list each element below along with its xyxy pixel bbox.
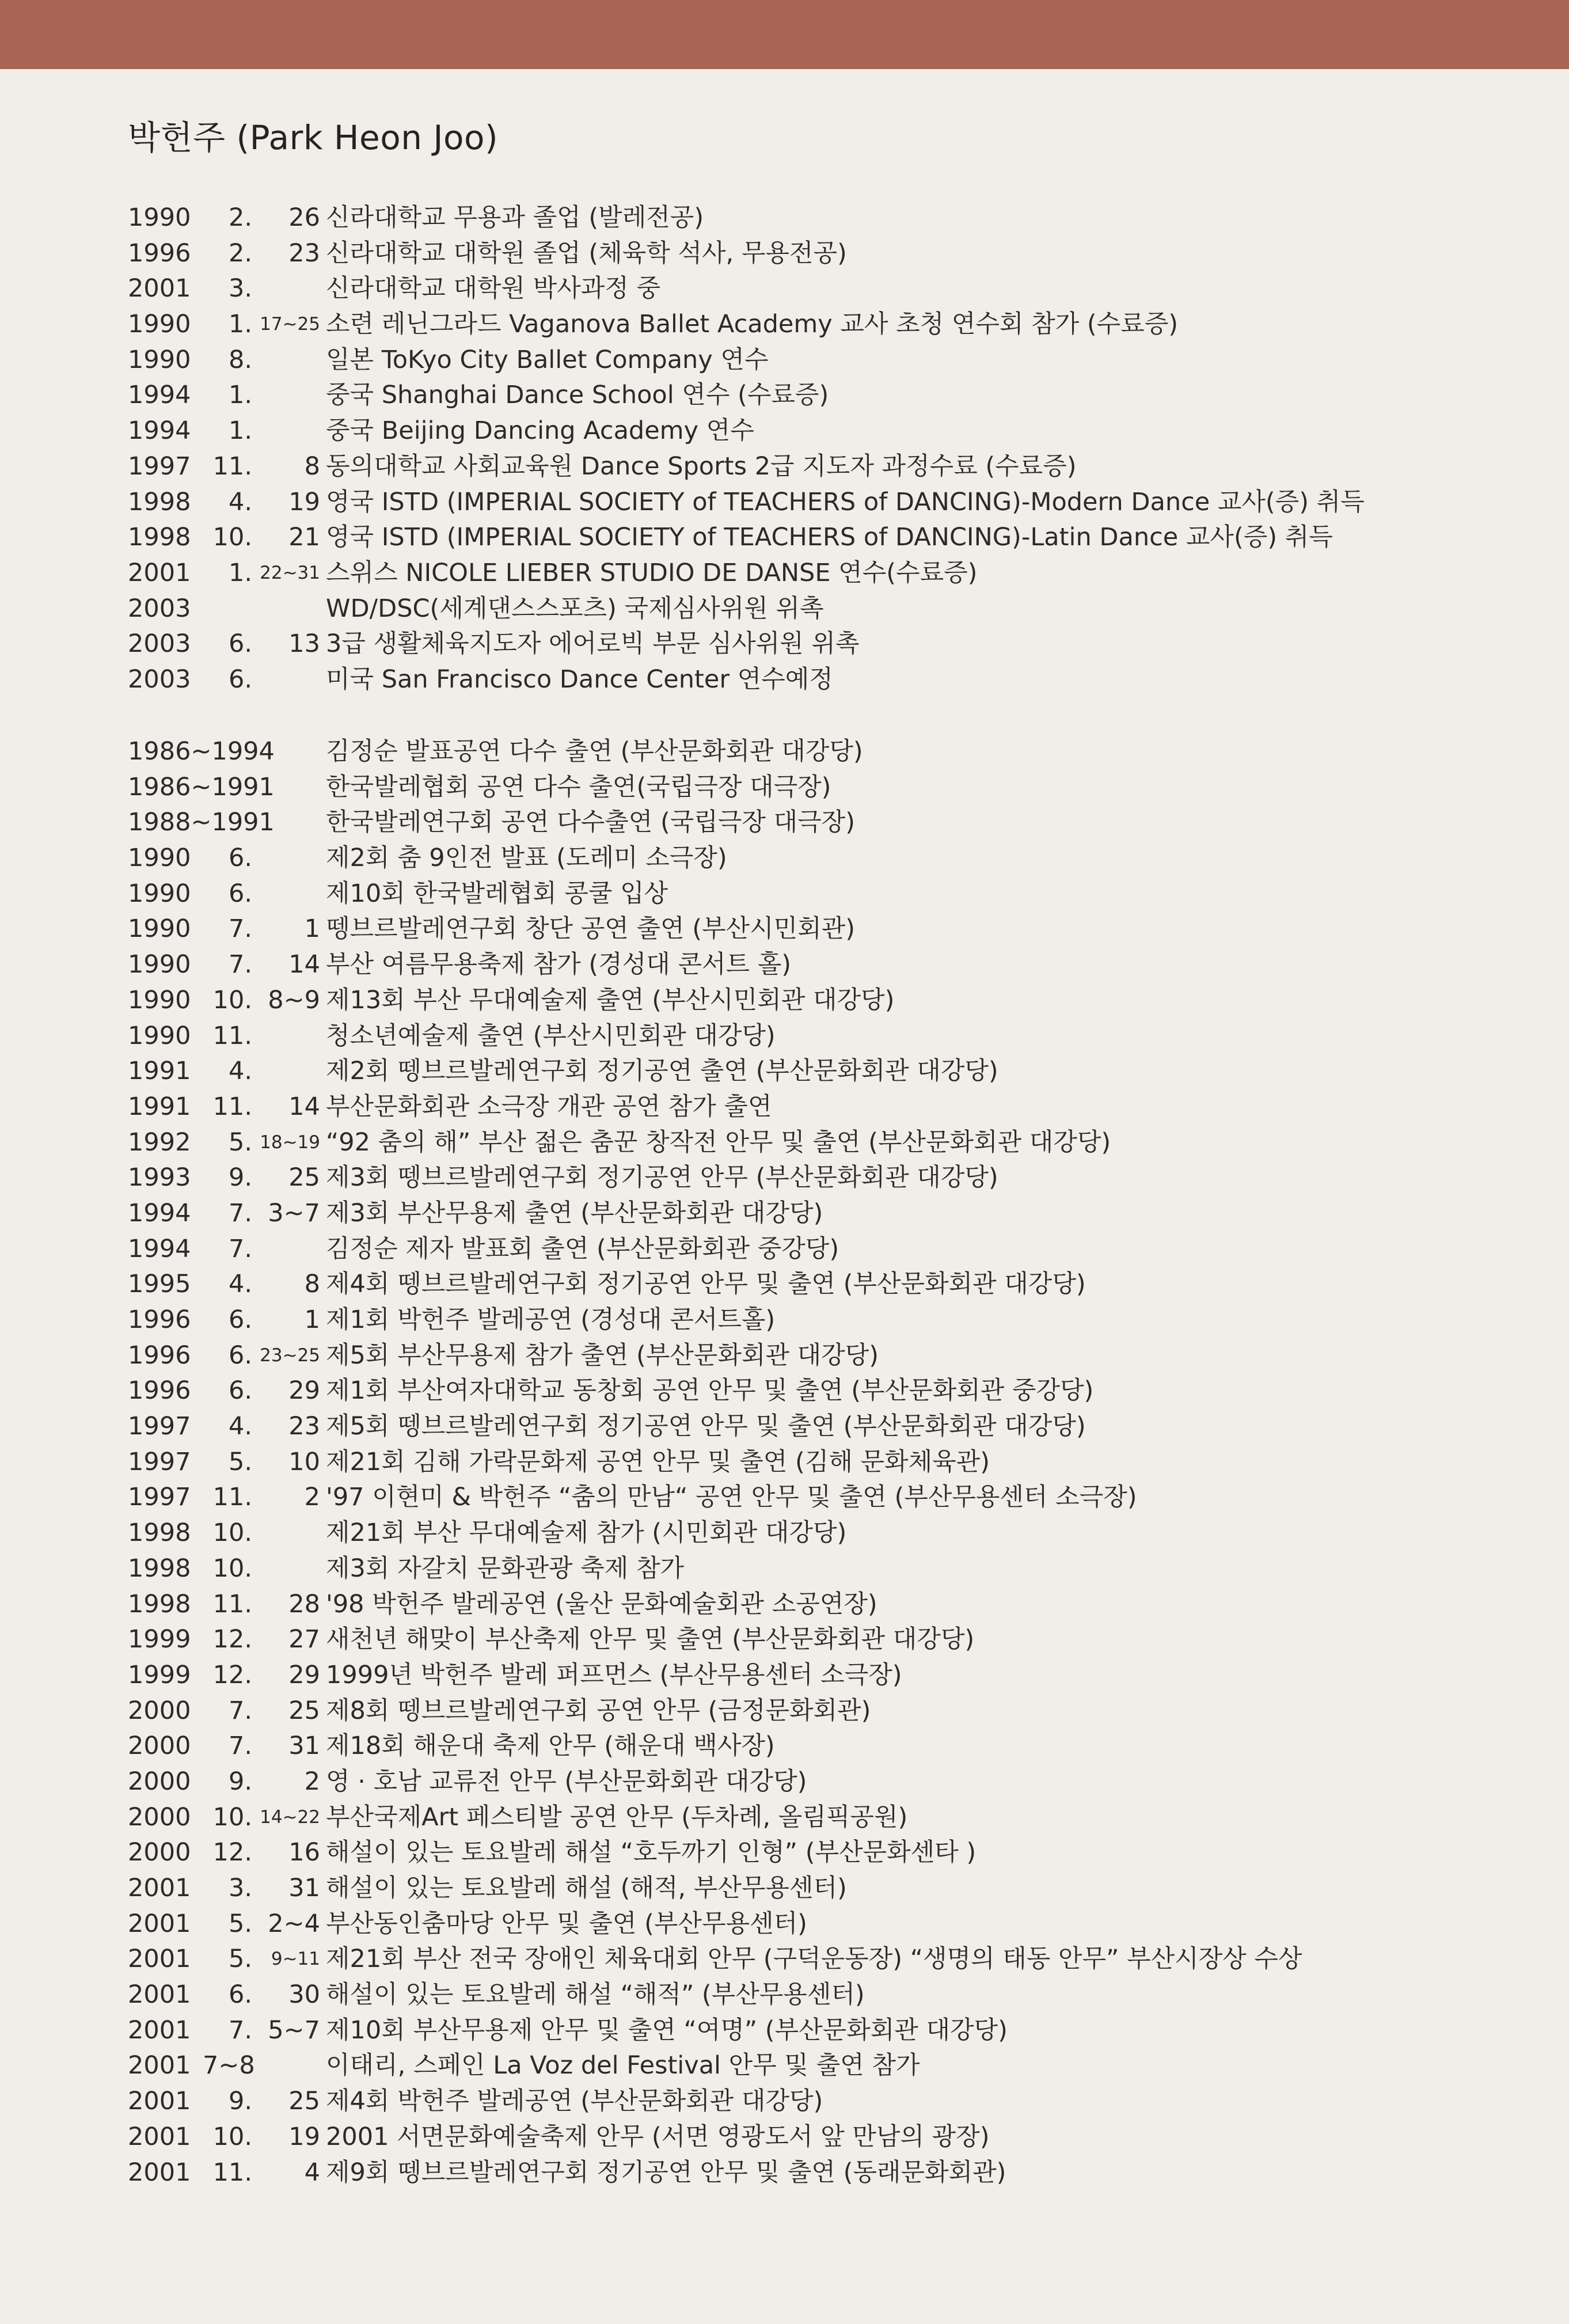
entry-year: 2001 <box>128 274 191 303</box>
entry-year: 1993 <box>128 1163 191 1193</box>
entry-text: 소련 레닌그라드 Vaganova Ballet Academy 교사 초청 연수회 참가 (수료증) <box>326 310 1179 339</box>
entry-text: 새천년 해맞이 부산축제 안무 및 출연 (부산문화회관 대강당) <box>326 1625 975 1654</box>
list-item <box>128 1658 1533 1693</box>
entry-day: 2 <box>304 1483 320 1512</box>
list-item <box>128 876 1533 912</box>
entry-month: 7. <box>228 1198 252 1228</box>
entry-text: 신라대학교 대학원 졸업 (체육학 석사, 무용전공) <box>326 238 847 268</box>
entry-day: 19 <box>288 487 320 517</box>
list-item <box>128 1800 1533 1836</box>
entry-year: 1997 <box>128 1483 191 1512</box>
entry-day: 27 <box>288 1625 320 1654</box>
list-item <box>128 1480 1533 1516</box>
entry-day: 25 <box>288 1696 320 1725</box>
entry-text: 김정순 발표공연 다수 출연 (부산문화회관 대강당) <box>326 737 863 766</box>
list-item <box>128 1835 1533 1871</box>
entry-month: 3. <box>228 1874 252 1903</box>
entry-month: 1. <box>228 310 252 339</box>
list-item <box>128 626 1533 662</box>
entry-month: 10. <box>212 523 252 552</box>
list-item <box>128 1551 1533 1587</box>
entry-day: 9~11 <box>271 1949 320 1970</box>
entry-year: 1997 <box>128 1412 191 1441</box>
entry-text: '97 이현미 & 박헌주 “춤의 만남“ 공연 안무 및 출연 (부산무용센터 소극장) <box>326 1483 1137 1512</box>
entry-day: 8 <box>304 451 320 481</box>
entry-month: 11. <box>212 1021 252 1050</box>
entry-year: 2003 <box>128 629 191 659</box>
entry-year: 2001 <box>128 558 191 587</box>
list-item <box>128 1409 1533 1445</box>
entry-text: 신라대학교 대학원 박사과정 중 <box>326 274 660 303</box>
education-list <box>128 200 1533 698</box>
list-item <box>128 1196 1533 1232</box>
list-item <box>128 271 1533 307</box>
entry-year: 1995 <box>128 1270 191 1299</box>
entry-text: 김정순 제자 발표회 출연 (부산문화회관 중강당) <box>326 1234 839 1263</box>
entry-text: 제21회 김해 가락문화제 공연 안무 및 출연 (김해 문화체육관) <box>326 1447 990 1476</box>
entry-year: 1990 <box>128 345 191 374</box>
entry-year: 1998 <box>128 523 191 552</box>
entry-year: 2000 <box>128 1696 191 1725</box>
entry-month: 7. <box>228 1731 252 1761</box>
entry-text: 이태리, 스페인 La Voz del Festival 안무 및 출연 참가 <box>326 2051 920 2080</box>
entry-text: 한국발레연구회 공연 다수출연 (국립극장 대극장) <box>326 808 855 837</box>
list-item <box>128 770 1533 806</box>
list-item <box>128 1729 1533 1764</box>
list-item <box>128 1871 1533 1907</box>
entry-text: 뗑브르발레연구회 창단 공연 출연 (부산시민회관) <box>326 914 855 944</box>
entry-day: 31 <box>288 1731 320 1761</box>
entry-day: 13 <box>288 629 320 659</box>
page-title: 박헌주 (Park Heon Joo) <box>128 118 499 157</box>
entry-text: 영 · 호남 교류전 안무 (부산문화회관 대강당) <box>326 1767 807 1796</box>
entry-day: 14 <box>288 1092 320 1121</box>
list-item <box>128 1302 1533 1338</box>
entry-month: 7. <box>228 950 252 979</box>
entry-year: 2001 <box>128 2087 191 2116</box>
entry-year: 2000 <box>128 1838 191 1867</box>
list-item <box>128 520 1533 556</box>
entry-month: 5. <box>228 1127 252 1157</box>
entry-year: 2001 <box>128 2158 191 2187</box>
list-item <box>128 343 1533 378</box>
entry-text: 1999년 박헌주 발레 퍼프먼스 (부산무용센터 소극장) <box>326 1660 902 1689</box>
list-item <box>128 841 1533 876</box>
entry-year: 1991 <box>128 1057 191 1086</box>
list-item <box>128 662 1533 698</box>
entry-year: 1998 <box>128 1589 191 1619</box>
entry-year: 1986~1991 <box>128 772 275 802</box>
list-item <box>128 1622 1533 1658</box>
entry-day: 23~25 <box>260 1345 320 1366</box>
entry-year: 2000 <box>128 1767 191 1796</box>
entry-text: 제8회 뗑브르발레연구회 공연 안무 (금정문화회관) <box>326 1696 871 1725</box>
entry-month: 11. <box>212 451 252 481</box>
entry-month: 5. <box>228 1945 252 1974</box>
entry-month: 3. <box>228 274 252 303</box>
entry-month: 10. <box>212 1518 252 1548</box>
list-item <box>128 1373 1533 1409</box>
entry-year: 2001 <box>128 1874 191 1903</box>
entry-year: 1994 <box>128 1198 191 1228</box>
entry-year: 2001 <box>128 1909 191 1938</box>
entry-day: 23 <box>288 1412 320 1441</box>
entry-month: 12. <box>212 1660 252 1689</box>
entry-text: 신라대학교 무용과 졸업 (발레전공) <box>326 203 704 232</box>
list-item <box>128 1907 1533 1942</box>
entry-text: 제3회 부산무용제 출연 (부산문화회관 대강당) <box>326 1198 823 1228</box>
entry-year: 1990 <box>128 879 191 908</box>
entry-text: 스위스 NICOLE LIEBER STUDIO DE DANSE 연수(수료증) <box>326 558 978 587</box>
entry-month: 7. <box>228 914 252 944</box>
entry-day: 26 <box>288 203 320 232</box>
entry-month: 10. <box>212 985 252 1015</box>
entry-day: 16 <box>288 1838 320 1867</box>
entry-month: 8. <box>228 345 252 374</box>
entry-day: 3~7 <box>268 1198 320 1228</box>
entry-month: 7. <box>228 1234 252 1263</box>
entry-text: '98 박헌주 발레공연 (울산 문화예술회관 소공연장) <box>326 1589 877 1619</box>
entry-month: 6. <box>228 664 252 694</box>
entry-text: 제13회 부산 무대예술제 출연 (부산시민회관 대강당) <box>326 985 895 1015</box>
entry-year: 1994 <box>128 1234 191 1263</box>
entry-month: 6. <box>228 1376 252 1406</box>
entry-month: 6. <box>228 844 252 873</box>
entry-text: “92 춤의 해” 부산 젊은 춤꾼 창작전 안무 및 출연 (부산문화회관 대강당) <box>326 1127 1111 1157</box>
entry-month: 6. <box>228 1341 252 1370</box>
entry-year: 2001 <box>128 2122 191 2151</box>
entry-text: 제3회 자갈치 문화관광 축제 참가 <box>326 1554 685 1583</box>
entry-year: 1992 <box>128 1127 191 1157</box>
list-item <box>128 734 1533 770</box>
entry-month: 6. <box>228 629 252 659</box>
entry-month: 7~8 <box>203 2051 255 2080</box>
entry-year: 1990 <box>128 985 191 1015</box>
entry-year: 2001 <box>128 2015 191 2045</box>
entry-year: 1999 <box>128 1660 191 1689</box>
list-item <box>128 556 1533 591</box>
entry-month: 4. <box>228 1057 252 1086</box>
list-item <box>128 805 1533 841</box>
entry-month: 10. <box>212 1554 252 1583</box>
list-item <box>128 1089 1533 1125</box>
entry-year: 1997 <box>128 451 191 481</box>
entry-day: 18~19 <box>260 1131 320 1153</box>
entry-year: 2003 <box>128 594 191 623</box>
entry-year: 1990 <box>128 914 191 944</box>
list-item <box>128 947 1533 983</box>
entry-day: 25 <box>288 2087 320 2116</box>
list-item <box>128 1019 1533 1054</box>
entry-year: 2001 <box>128 1980 191 2010</box>
list-item <box>128 1516 1533 1551</box>
list-item <box>128 200 1533 236</box>
entry-text: 제2회 뗑브르발레연구회 정기공연 출연 (부산문화회관 대강당) <box>326 1057 998 1086</box>
entry-year: 1990 <box>128 844 191 873</box>
entry-month: 7. <box>228 1696 252 1725</box>
list-item <box>128 983 1533 1019</box>
list-item <box>128 1445 1533 1480</box>
entry-day: 31 <box>288 1874 320 1903</box>
entry-text: 미국 San Francisco Dance Center 연수예정 <box>326 664 833 694</box>
entry-month: 5. <box>228 1909 252 1938</box>
list-item <box>128 2120 1533 2155</box>
entry-text: WD/DSC(세계댄스스포츠) 국제심사위원 위촉 <box>326 594 824 623</box>
entry-month: 2. <box>228 203 252 232</box>
list-item <box>128 378 1533 413</box>
entry-text: 제21회 부산 무대예술제 참가 (시민회관 대강당) <box>326 1518 847 1548</box>
entry-month: 9. <box>228 1163 252 1193</box>
entry-text: 제5회 부산무용제 참가 출연 (부산문화회관 대강당) <box>326 1341 879 1370</box>
entry-text: 제21회 부산 전국 장애인 체육대회 안무 (구덕운동장) “생명의 태동 안무” 부산시장상 수상 <box>326 1945 1302 1974</box>
list-item <box>128 2048 1533 2084</box>
entry-month: 4. <box>228 1270 252 1299</box>
entry-month: 6. <box>228 1980 252 2010</box>
entry-day: 30 <box>288 1980 320 2010</box>
entry-month: 6. <box>228 879 252 908</box>
entry-day: 28 <box>288 1589 320 1619</box>
entry-month: 11. <box>212 1589 252 1619</box>
entry-month: 9. <box>228 2087 252 2116</box>
entry-text: 해설이 있는 토요발레 해설 “호두까기 인형” (부산문화센타 ) <box>326 1838 977 1867</box>
entry-month: 2. <box>228 238 252 268</box>
entry-year: 1996 <box>128 1305 191 1334</box>
entry-text: 제1회 박헌주 발레공연 (경성대 콘서트홀) <box>326 1305 776 1334</box>
entry-month: 1. <box>228 416 252 446</box>
entry-text: 제4회 박헌주 발레공연 (부산문화회관 대강당) <box>326 2087 823 2116</box>
entry-year: 1991 <box>128 1092 191 1121</box>
list-item <box>128 1764 1533 1800</box>
list-item <box>128 2155 1533 2191</box>
entry-day: 8~9 <box>268 985 320 1015</box>
list-item <box>128 236 1533 272</box>
entry-day: 29 <box>288 1376 320 1406</box>
entry-month: 12. <box>212 1838 252 1867</box>
entry-year: 1986~1994 <box>128 737 275 766</box>
list-item <box>128 1232 1533 1267</box>
entry-text: 영국 ISTD (IMPERIAL SOCIETY of TEACHERS of DANCING)-Modern Dance 교사(증) 취득 <box>326 487 1365 517</box>
entry-month: 4. <box>228 487 252 517</box>
entry-year: 2000 <box>128 1731 191 1761</box>
list-item <box>128 1267 1533 1302</box>
entry-day: 4 <box>304 2158 320 2187</box>
entry-day: 29 <box>288 1660 320 1689</box>
entry-month: 1. <box>228 558 252 587</box>
entry-year: 1990 <box>128 1021 191 1050</box>
entry-text: 제9회 뗑브르발레연구회 정기공연 안무 및 출연 (동래문화회관) <box>326 2158 1006 2187</box>
entry-text: 중국 Shanghai Dance School 연수 (수료증) <box>326 381 829 410</box>
entry-text: 부산문화회관 소극장 개관 공연 참가 출연 <box>326 1092 772 1121</box>
entry-day: 19 <box>288 2122 320 2151</box>
entry-month: 4. <box>228 1412 252 1441</box>
entry-text: 해설이 있는 토요발레 해설 “해적” (부산무용센터) <box>326 1980 865 2010</box>
list-item <box>128 591 1533 627</box>
entry-day: 22~31 <box>260 562 320 583</box>
list-item <box>128 1054 1533 1089</box>
entry-text: 2001 서면문화예술축제 안무 (서면 영광도서 앞 만남의 광장) <box>326 2122 990 2151</box>
entry-year: 1990 <box>128 950 191 979</box>
entry-day: 1 <box>304 914 320 944</box>
entry-day: 2~4 <box>268 1909 320 1938</box>
entry-day: 25 <box>288 1163 320 1193</box>
list-item <box>128 1942 1533 1977</box>
entry-day: 2 <box>304 1767 320 1796</box>
entry-month: 6. <box>228 1305 252 1334</box>
entry-year: 1998 <box>128 487 191 517</box>
entry-day: 14~22 <box>260 1806 320 1828</box>
entry-text: 제5회 뗑브르발레연구회 정기공연 안무 및 출연 (부산문화회관 대강당) <box>326 1412 1086 1441</box>
entry-month: 11. <box>212 1092 252 1121</box>
entry-month: 11. <box>212 1483 252 1512</box>
entry-year: 1997 <box>128 1447 191 1476</box>
entry-text: 제2회 춤 9인전 발표 (도레미 소극장) <box>326 844 727 873</box>
entry-month: 1. <box>228 381 252 410</box>
list-item <box>128 1125 1533 1161</box>
entry-year: 1988~1991 <box>128 808 275 837</box>
entry-year: 1996 <box>128 1341 191 1370</box>
list-item <box>128 912 1533 947</box>
entry-text: 제10회 부산무용제 안무 및 출연 “여명” (부산문화회관 대강당) <box>326 2015 1008 2045</box>
entry-text: 제4회 뗑브르발레연구회 정기공연 안무 및 출연 (부산문화회관 대강당) <box>326 1270 1086 1299</box>
list-item <box>128 485 1533 521</box>
entry-text: 부산 여름무용축제 참가 (경성대 콘서트 홀) <box>326 950 792 979</box>
entry-year: 2001 <box>128 2051 191 2080</box>
entry-year: 1990 <box>128 310 191 339</box>
entry-day: 5~7 <box>268 2015 320 2045</box>
entry-month: 10. <box>212 1802 252 1832</box>
list-item <box>128 1338 1533 1374</box>
list-item <box>128 449 1533 485</box>
entry-day: 17~25 <box>260 314 320 335</box>
entry-text: 제10회 한국발레협회 콩쿨 입상 <box>326 879 668 908</box>
entry-year: 1998 <box>128 1518 191 1548</box>
entry-year: 2003 <box>128 664 191 694</box>
entry-text: 부산국제Art 페스티발 공연 안무 (두차례, 올림픽공원) <box>326 1802 908 1832</box>
entry-day: 14 <box>288 950 320 979</box>
top-color-band <box>0 0 1569 69</box>
entry-text: 일본 ToKyo City Ballet Company 연수 <box>326 345 769 374</box>
entry-day: 1 <box>304 1305 320 1334</box>
list-item <box>128 1587 1533 1623</box>
entry-year: 1994 <box>128 416 191 446</box>
entry-text: 부산동인춤마당 안무 및 출연 (부산무용센터) <box>326 1909 807 1938</box>
list-item <box>128 1977 1533 2013</box>
list-item <box>128 2084 1533 2120</box>
entry-text: 한국발레협회 공연 다수 출연(국립극장 대극장) <box>326 772 831 802</box>
entry-day: 23 <box>288 238 320 268</box>
entry-text: 해설이 있는 토요발레 해설 (해적, 부산무용센터) <box>326 1874 847 1903</box>
entry-month: 5. <box>228 1447 252 1476</box>
list-item <box>128 413 1533 449</box>
entry-month: 10. <box>212 2122 252 2151</box>
entry-year: 2000 <box>128 1802 191 1832</box>
entry-year: 1994 <box>128 381 191 410</box>
entry-text: 제18회 해운대 축제 안무 (해운대 백사장) <box>326 1731 775 1761</box>
entry-month: 9. <box>228 1767 252 1796</box>
list-item <box>128 307 1533 343</box>
entry-year: 1998 <box>128 1554 191 1583</box>
entry-day: 10 <box>288 1447 320 1476</box>
entry-text: 제3회 뗑브르발레연구회 정기공연 안무 (부산문화회관 대강당) <box>326 1163 998 1193</box>
activity-list <box>128 734 1533 2190</box>
entry-year: 2001 <box>128 1945 191 1974</box>
entry-text: 3급 생활체육지도자 에어로빅 부문 심사위원 위촉 <box>326 629 860 659</box>
entry-text: 영국 ISTD (IMPERIAL SOCIETY of TEACHERS of DANCING)-Latin Dance 교사(증) 취득 <box>326 523 1333 552</box>
entry-text: 청소년예술제 출연 (부산시민회관 대강당) <box>326 1021 776 1050</box>
entry-year: 1996 <box>128 1376 191 1406</box>
entry-text: 동의대학교 사회교육원 Dance Sports 2급 지도자 과정수료 (수료증) <box>326 451 1077 481</box>
entry-month: 7. <box>228 2015 252 2045</box>
entry-month: 11. <box>212 2158 252 2187</box>
entry-day: 21 <box>288 523 320 552</box>
entry-text: 중국 Beijing Dancing Academy 연수 <box>326 416 754 446</box>
list-item <box>128 2013 1533 2049</box>
entry-year: 1996 <box>128 238 191 268</box>
entry-year: 1990 <box>128 203 191 232</box>
entry-day: 8 <box>304 1270 320 1299</box>
entry-month: 12. <box>212 1625 252 1654</box>
list-item <box>128 1693 1533 1729</box>
entry-year: 1999 <box>128 1625 191 1654</box>
entry-text: 제1회 부산여자대학교 동창회 공연 안무 및 출연 (부산문화회관 중강당) <box>326 1376 1094 1406</box>
list-item <box>128 1160 1533 1196</box>
